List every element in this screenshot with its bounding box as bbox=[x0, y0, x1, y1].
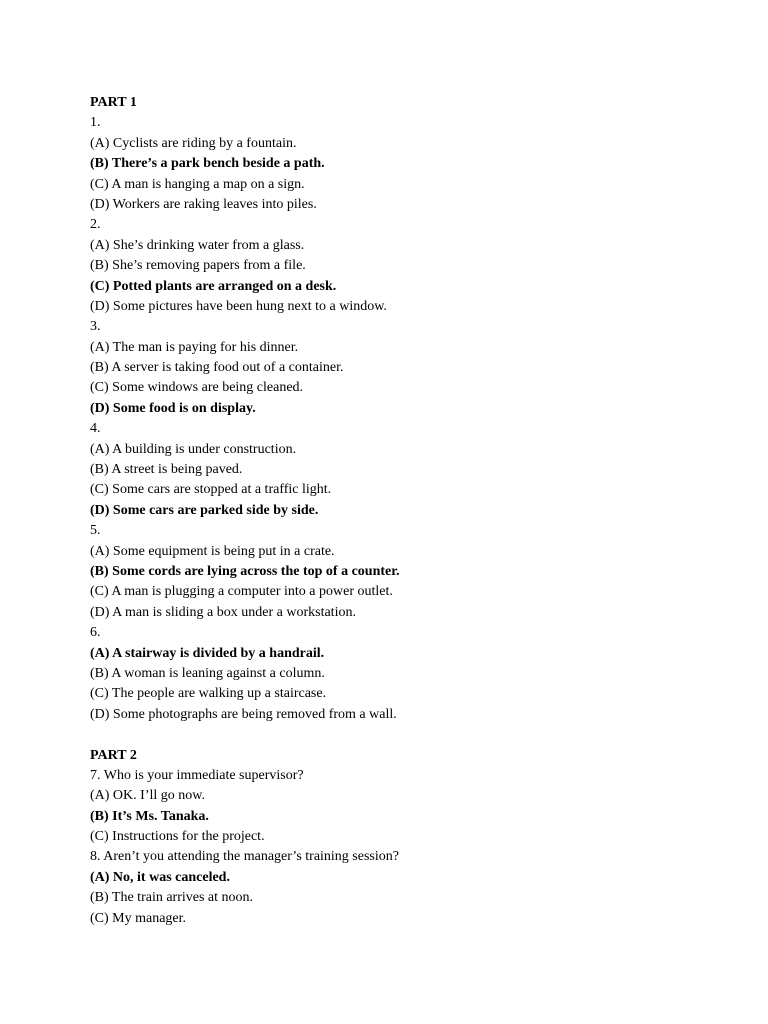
option-a-correct: (A) A stairway is divided by a handrail. bbox=[90, 645, 325, 661]
option-a: (A) Cyclists are riding by a fountain. bbox=[90, 135, 297, 151]
option-c: (C) A man is plugging a computer into a power outlet. bbox=[90, 584, 393, 600]
option-c: (C) The people are walking up a staircase. bbox=[90, 686, 327, 702]
question-6 bbox=[90, 623, 730, 725]
question-4 bbox=[90, 419, 730, 521]
question-1 bbox=[90, 113, 730, 215]
option-a: (A) She’s drinking water from a glass. bbox=[90, 237, 305, 253]
option-a: (A) OK. I’ll go now. bbox=[90, 788, 205, 804]
question-prompt: 7. Who is your immediate supervisor? bbox=[90, 767, 304, 783]
document-page bbox=[90, 93, 730, 929]
question-3 bbox=[90, 317, 730, 419]
option-b: (B) A woman is leaning against a column. bbox=[90, 665, 325, 681]
question-number: 1. bbox=[90, 115, 101, 131]
option-b-correct: (B) It’s Ms. Tanaka. bbox=[90, 808, 209, 824]
option-b-correct: (B) There’s a park bench beside a path. bbox=[90, 156, 325, 172]
question-5 bbox=[90, 521, 730, 623]
part-2-section bbox=[90, 746, 730, 930]
part-1-section bbox=[90, 93, 730, 725]
part-2-heading: PART 2 bbox=[90, 747, 137, 763]
question-number: 4. bbox=[90, 421, 101, 437]
question-number: 5. bbox=[90, 523, 101, 539]
option-d: (D) Workers are raking leaves into piles. bbox=[90, 196, 317, 212]
option-a: (A) Some equipment is being put in a crate. bbox=[90, 543, 335, 559]
option-b-correct: (B) Some cords are lying across the top of a counter. bbox=[90, 563, 400, 579]
option-d-correct: (D) Some food is on display. bbox=[90, 400, 256, 416]
option-c: (C) My manager. bbox=[90, 910, 187, 926]
option-a: (A) The man is paying for his dinner. bbox=[90, 339, 299, 355]
option-a-correct: (A) No, it was canceled. bbox=[90, 869, 230, 885]
option-d-correct: (D) Some cars are parked side by side. bbox=[90, 502, 319, 518]
question-8 bbox=[90, 847, 730, 929]
option-a: (A) A building is under construction. bbox=[90, 441, 297, 457]
option-b: (B) She’s removing papers from a file. bbox=[90, 258, 306, 274]
option-b: (B) The train arrives at noon. bbox=[90, 890, 254, 906]
question-2 bbox=[90, 215, 730, 317]
option-c: (C) Some cars are stopped at a traffic light. bbox=[90, 482, 332, 498]
option-c: (C) Some windows are being cleaned. bbox=[90, 380, 304, 396]
part-1-heading: PART 1 bbox=[90, 95, 137, 110]
option-b: (B) A street is being paved. bbox=[90, 462, 243, 478]
option-d: (D) Some pictures have been hung next to a window. bbox=[90, 298, 387, 314]
option-d: (D) A man is sliding a box under a workstation. bbox=[90, 604, 356, 620]
option-c: (C) Instructions for the project. bbox=[90, 829, 265, 845]
question-number: 3. bbox=[90, 319, 101, 335]
option-b: (B) A server is taking food out of a container. bbox=[90, 360, 344, 376]
question-number: 6. bbox=[90, 625, 101, 641]
option-c: (C) A man is hanging a map on a sign. bbox=[90, 176, 305, 192]
question-prompt: 8. Aren’t you attending the manager’s training session? bbox=[90, 849, 399, 865]
section-spacer bbox=[90, 725, 730, 745]
option-d: (D) Some photographs are being removed from a wall. bbox=[90, 706, 397, 722]
question-7 bbox=[90, 766, 730, 848]
option-c-correct: (C) Potted plants are arranged on a desk. bbox=[90, 278, 337, 294]
question-number: 2. bbox=[90, 217, 101, 233]
